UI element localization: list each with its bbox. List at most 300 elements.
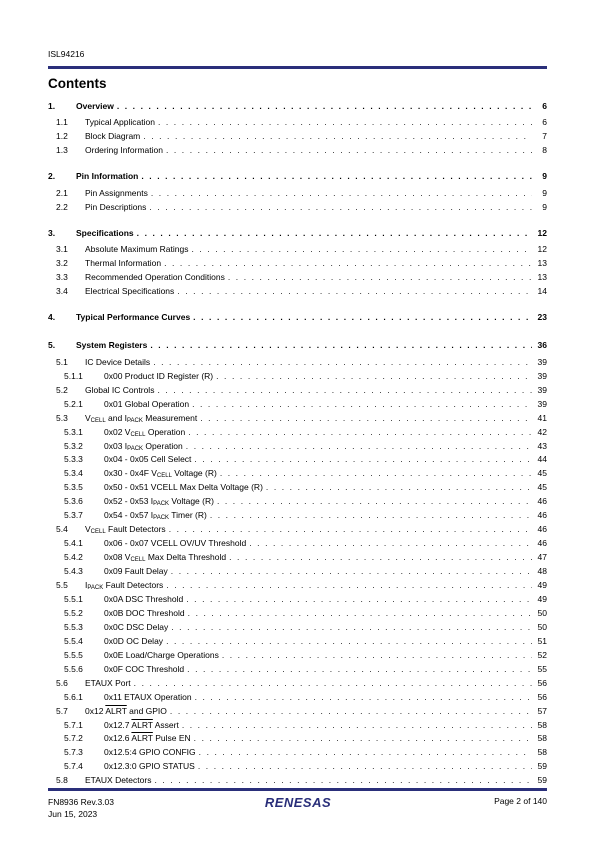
toc-entry[interactable]: [48, 677, 547, 689]
toc-entry[interactable]: [48, 339, 547, 351]
toc-entry-number: 5.3: [56, 412, 68, 423]
toc-dot-leader: [170, 705, 532, 717]
toc-entry-number: 5.3.1: [64, 426, 83, 437]
toc-entry[interactable]: [48, 537, 547, 549]
toc-title-part: Pin Descriptions: [85, 201, 147, 212]
toc-dot-leader: [198, 760, 532, 772]
toc-entry[interactable]: [48, 523, 547, 535]
toc-entry-page: 50: [537, 621, 547, 632]
toc-title-part: 0x03 I: [104, 440, 128, 451]
toc-title-part: Fault Detectors: [103, 580, 164, 590]
toc-dot-leader: [188, 607, 532, 619]
toc-entry-page: 57: [537, 705, 547, 716]
toc-title-part: 0x00 Product ID Register (R): [104, 370, 214, 381]
toc-dot-leader: [164, 257, 532, 269]
toc-entry-title: [85, 523, 166, 538]
toc-entry-title: [85, 705, 167, 717]
toc-entry-number: 1.: [48, 101, 56, 111]
toc-entry-title: [104, 370, 213, 382]
toc-dot-leader: [194, 732, 532, 744]
toc-entry[interactable]: [48, 691, 547, 703]
toc-title-part: Global IC Controls: [85, 384, 155, 395]
toc-entry-page: 44: [537, 454, 547, 465]
toc-title-part: I: [85, 580, 88, 590]
toc-entry-page: 59: [537, 761, 547, 772]
toc-entry-title: [76, 170, 138, 182]
toc-entry-title: [104, 509, 207, 524]
toc-entry-page: 46: [537, 496, 547, 507]
toc-dot-leader: [191, 243, 532, 255]
toc-entry-title: [85, 116, 155, 128]
toc-entry-number: 2.2: [56, 201, 68, 212]
toc-entry-number: 5.3.7: [64, 510, 83, 521]
toc-dot-leader: [217, 495, 532, 507]
toc-entry-title: [104, 649, 219, 661]
toc-entry-number: 5.3.4: [64, 468, 83, 479]
toc-entry-number: 5.4.2: [64, 552, 83, 563]
toc-dot-leader: [222, 649, 532, 661]
footer-left: [48, 796, 114, 820]
toc-title-part: Max Delta Threshold: [145, 552, 227, 563]
toc-dot-leader: [266, 481, 532, 493]
toc-entry-number: 4.: [48, 311, 56, 322]
toc-entry-number: 5.7.1: [64, 719, 83, 730]
toc-entry-number: 5.2.1: [64, 398, 83, 409]
toc-entry-number: 5.4.1: [64, 538, 83, 549]
toc-entry-page: 7: [542, 131, 547, 142]
toc-entry-page: 56: [537, 677, 547, 688]
toc-entry-page: 9: [542, 201, 547, 212]
toc-entry-title: [104, 537, 246, 549]
toc-title-part: 0x0B DOC Threshold: [104, 607, 185, 618]
toc-entry[interactable]: [48, 130, 547, 142]
toc-entry-title: [104, 481, 263, 493]
toc-entry-number: 5.2: [56, 384, 68, 395]
footer-date: Jun 15, 2023: [48, 809, 98, 819]
toc-entry[interactable]: [48, 370, 547, 382]
toc-dot-leader: [157, 384, 532, 396]
toc-entry-title: [104, 732, 191, 744]
toc-entry-page: 59: [537, 775, 547, 786]
toc-title-part: 0x0C DSC Delay: [104, 621, 169, 632]
toc-entry-number: 5.3.6: [64, 496, 83, 507]
toc-entry[interactable]: [48, 144, 547, 156]
toc-dot-leader: [228, 271, 532, 283]
toc-entry[interactable]: [48, 356, 547, 368]
toc-title-part: Operation: [145, 426, 186, 437]
toc-title-part: 0x0E Load/Charge Operations: [104, 649, 219, 660]
toc-entry-page: 9: [542, 187, 547, 198]
toc-dot-leader: [249, 537, 532, 549]
toc-entry-page: 36: [537, 340, 547, 351]
toc-title-part: ALRT: [131, 719, 153, 730]
toc-title-part: Pin Information: [76, 171, 139, 182]
toc-entry-title: [85, 384, 154, 396]
toc-entry[interactable]: [48, 453, 547, 465]
toc-dot-leader: [154, 774, 532, 786]
toc-entry-page: 58: [537, 719, 547, 730]
toc-entry-number: 5.7: [56, 705, 68, 716]
toc-title-part: and GPIO: [126, 705, 167, 716]
toc-entry-page: 45: [537, 482, 547, 493]
toc-title-part: Ordering Information: [85, 145, 163, 156]
toc-dot-leader: [220, 467, 532, 479]
toc-entry[interactable]: [48, 426, 547, 438]
toc-entry-number: 5.3.5: [64, 482, 83, 493]
toc-entry-title: [85, 130, 140, 142]
toc-entry[interactable]: [48, 579, 547, 591]
toc-title-part: Typical Performance Curves: [76, 311, 191, 322]
toc-dot-leader: [169, 523, 532, 535]
toc-entry-number: 5.7.2: [64, 733, 83, 744]
toc-entry-page: 43: [537, 440, 547, 451]
toc-entry[interactable]: [48, 227, 547, 239]
toc-title-part: PACK: [126, 417, 143, 424]
toc-entry[interactable]: [48, 607, 547, 619]
toc-entry-title: [76, 339, 147, 351]
toc-entry-title: [76, 311, 190, 323]
toc-dot-leader: [200, 412, 532, 424]
toc-entry-title: [85, 201, 146, 213]
toc-title-part: Typical Application: [85, 117, 155, 128]
toc-entry-page: 58: [537, 747, 547, 758]
toc-title-part: Block Diagram: [85, 131, 141, 142]
toc-title-part: PACK: [153, 515, 170, 522]
toc-entry[interactable]: [48, 311, 547, 323]
toc-dot-leader: [151, 187, 532, 199]
toc-title-part: 0x30 - 0x4F V: [104, 468, 157, 479]
toc-entry-title: [104, 593, 183, 605]
toc-entry-page: 12: [537, 244, 547, 255]
toc-title-part: 0x0F COC Threshold: [104, 663, 185, 674]
toc-dot-leader: [171, 565, 532, 577]
toc-entry-title: [85, 243, 188, 255]
toc-entry-page: 46: [537, 538, 547, 549]
toc-entry-number: 5.5.1: [64, 593, 83, 604]
toc-title-part: 0x0A DSC Threshold: [104, 593, 184, 604]
toc-entry-title: [85, 187, 148, 199]
toc-entry-title: [104, 495, 214, 510]
toc-title-part: 0x09 Fault Delay: [104, 566, 168, 577]
toc-title-part: V: [85, 412, 91, 423]
header-rule: [48, 66, 547, 69]
toc-entry-title: [85, 774, 151, 786]
toc-entry[interactable]: [48, 100, 547, 112]
toc-title-part: CELL: [156, 473, 172, 480]
toc-entry-page: 51: [537, 635, 547, 646]
toc-title-part: 0x12.7: [104, 719, 132, 730]
toc-entry-page: 45: [537, 468, 547, 479]
toc-title-part: Pin Assignments: [85, 187, 148, 198]
toc-dot-leader: [186, 440, 532, 452]
toc-title-part: Overview: [76, 101, 114, 111]
toc-entry[interactable]: [48, 719, 547, 731]
toc-entry[interactable]: [48, 481, 547, 493]
toc-entry[interactable]: [48, 285, 547, 297]
toc-title-part: ALRT: [131, 733, 153, 744]
toc-entry-number: 5.1: [56, 356, 68, 367]
toc-title-part: ETAUX Port: [85, 677, 131, 688]
toc-entry[interactable]: [48, 509, 547, 521]
toc-entry-page: 50: [537, 607, 547, 618]
toc-entry[interactable]: [48, 257, 547, 269]
toc-title-part: 0x06 - 0x07 VCELL OV/UV Threshold: [104, 538, 247, 549]
toc-entry[interactable]: [48, 732, 547, 744]
toc-entry[interactable]: [48, 705, 547, 717]
toc-title-part: Timer (R): [169, 510, 207, 521]
toc-entry-page: 12: [537, 227, 547, 238]
toc-entry-page: 55: [537, 663, 547, 674]
toc-entry[interactable]: [48, 551, 547, 563]
toc-title-part: CELL: [130, 557, 146, 564]
toc-entry-page: 52: [537, 649, 547, 660]
toc-entry-page: 48: [537, 566, 547, 577]
toc-title-part: 0x08 V: [104, 552, 131, 563]
toc-entry-number: 5.3.3: [64, 454, 83, 465]
toc-dot-leader: [194, 453, 532, 465]
toc-entry-title: [85, 144, 163, 156]
toc-dot-leader: [177, 285, 532, 297]
toc-entry-page: 9: [542, 171, 547, 182]
toc-entry-title: [85, 579, 163, 594]
toc-entry[interactable]: [48, 440, 547, 452]
toc-entry-number: 5.7.3: [64, 747, 83, 758]
toc-entry-title: [104, 635, 163, 647]
toc-entry[interactable]: [48, 384, 547, 396]
toc-entry-title: [104, 760, 195, 772]
toc-entry-page: 56: [537, 691, 547, 702]
toc-title-part: Fault Detectors: [105, 524, 166, 535]
toc-title-part: PACK: [153, 501, 170, 508]
toc-entry-page: 13: [537, 258, 547, 269]
toc-entry-number: 1.1: [56, 117, 68, 128]
toc-dot-leader: [182, 719, 532, 731]
toc-entry-page: 13: [537, 272, 547, 282]
toc-title-part: and I: [105, 412, 127, 423]
toc-title-part: 0x0D OC Delay: [104, 635, 164, 646]
toc-entry-number: 5.5.2: [64, 607, 83, 618]
toc-entry[interactable]: [48, 271, 547, 283]
toc-title-part: Thermal Information: [85, 258, 162, 269]
toc-dot-leader: [166, 144, 532, 156]
footer-rule: [48, 788, 547, 791]
toc-title-part: 0x12.5:4 GPIO CONFIG: [104, 747, 196, 758]
toc-title-part: 0x54 - 0x57 I: [104, 510, 154, 521]
toc-entry[interactable]: [48, 170, 547, 182]
toc-entry-title: [104, 551, 226, 566]
page-title: Contents: [48, 76, 107, 91]
toc-title-part: 0x01 Global Operation: [104, 398, 190, 409]
toc-entry[interactable]: [48, 663, 547, 675]
toc-entry[interactable]: [48, 565, 547, 577]
toc-entry-number: 5.5.6: [64, 663, 83, 674]
toc-title-part: Assert: [152, 719, 179, 730]
header-doc-id: ISL94216: [48, 49, 85, 59]
toc-entry-page: 6: [542, 101, 547, 111]
toc-entry-title: [104, 426, 185, 441]
toc-dot-leader: [199, 746, 532, 758]
toc-entry-number: 5.4: [56, 524, 68, 535]
toc-entry-number: 5.5.3: [64, 621, 83, 632]
toc-entry-number: 3.4: [56, 285, 68, 296]
toc-entry-number: 5.: [48, 340, 56, 351]
toc-entry-title: [85, 356, 150, 368]
toc-dot-leader: [186, 593, 532, 605]
toc-dot-leader: [193, 311, 532, 323]
toc-entry-title: [76, 227, 134, 239]
toc-entry-number: 5.3.2: [64, 440, 83, 451]
toc-title-part: 0x12: [85, 705, 106, 716]
toc-entry[interactable]: [48, 593, 547, 605]
toc-title-part: 0x11 ETAUX Operation: [104, 691, 192, 702]
toc-title-part: Specifications: [76, 227, 134, 238]
toc-entry-page: 39: [537, 356, 547, 367]
toc-entry-page: 46: [537, 510, 547, 521]
toc-dot-leader: [210, 509, 532, 521]
toc-title-part: V: [85, 524, 91, 535]
toc-entry-number: 3.: [48, 227, 56, 238]
toc-title-part: 0x04 - 0x05 Cell Select: [104, 454, 192, 465]
footer-page-number: Page 2 of 140: [494, 796, 547, 806]
toc-entry-number: 3.3: [56, 272, 68, 282]
toc-title-part: CELL: [90, 529, 106, 536]
toc-title-part: ETAUX Detectors: [85, 775, 152, 786]
toc-title-part: CELL: [90, 417, 106, 424]
toc-entry-page: 39: [537, 384, 547, 395]
toc-entry-number: 2.1: [56, 187, 68, 198]
toc-entry-title: [104, 467, 217, 482]
toc-dot-leader: [137, 227, 532, 239]
toc-dot-leader: [153, 356, 532, 368]
toc-title-part: 0x12.3:0 GPIO STATUS: [104, 761, 195, 772]
toc-entry-number: 5.5: [56, 580, 68, 590]
toc-title-part: Recommended Operation Conditions: [85, 272, 225, 282]
toc-entry-title: [104, 607, 185, 619]
toc-entry[interactable]: [48, 760, 547, 772]
toc-title-part: Voltage (R): [171, 468, 217, 479]
toc-title-part: System Registers: [76, 340, 148, 351]
toc-entry-page: 14: [537, 285, 547, 296]
toc-dot-leader: [187, 663, 532, 675]
toc-title-part: 0x12.6: [104, 733, 132, 744]
toc-entry-page: 46: [537, 524, 547, 535]
toc-dot-leader: [188, 426, 532, 438]
toc-title-part: 0x50 - 0x51 VCELL Max Delta Voltage (R): [104, 482, 263, 493]
toc-entry-number: 2.: [48, 171, 56, 182]
toc-entry[interactable]: [48, 635, 547, 647]
toc-dot-leader: [195, 691, 532, 703]
toc-entry-number: 3.2: [56, 258, 68, 269]
toc-title-part: Electrical Specifications: [85, 285, 175, 296]
toc-dot-leader: [149, 201, 532, 213]
toc-title-part: Measurement: [142, 412, 198, 423]
toc-entry-page: 6: [542, 117, 547, 128]
toc-entry-title: [104, 453, 191, 465]
toc-entry-number: 5.5.4: [64, 635, 83, 646]
footer-doc-number: FN8936 Rev.3.03: [48, 797, 114, 807]
toc-entry[interactable]: [48, 746, 547, 758]
toc-dot-leader: [229, 551, 532, 563]
toc-entry-title: [104, 746, 196, 758]
toc-entry-page: 42: [537, 426, 547, 437]
toc-entry-page: 39: [537, 398, 547, 409]
toc-entry-number: 1.2: [56, 131, 68, 142]
toc-entry[interactable]: [48, 187, 547, 199]
toc-entry-title: [104, 691, 192, 703]
toc-entry-page: 58: [537, 733, 547, 744]
renesas-logo-text: RENESAS: [264, 795, 332, 809]
toc-title-part: Voltage (R): [169, 496, 214, 507]
toc-title-part: CELL: [130, 431, 146, 438]
toc-entry[interactable]: [48, 412, 547, 424]
toc-entry-title: [104, 663, 184, 675]
toc-entry[interactable]: [48, 243, 547, 255]
toc-entry-title: [76, 100, 114, 112]
toc-dot-leader: [143, 130, 532, 142]
toc-entry[interactable]: [48, 116, 547, 128]
toc-dot-leader: [166, 579, 532, 591]
toc-entry-page: 41: [537, 412, 547, 423]
toc-entry-title: [85, 285, 174, 297]
toc-entry-page: 49: [537, 580, 547, 590]
toc-entry[interactable]: [48, 621, 547, 633]
toc-entry-page: 8: [542, 145, 547, 156]
toc-entry-title: [104, 621, 168, 633]
renesas-logo: [255, 795, 341, 809]
toc-entry-page: 23: [537, 311, 547, 322]
toc-entry-title: [104, 719, 179, 731]
toc-dot-leader: [117, 100, 532, 112]
toc-entry-page: 39: [537, 370, 547, 381]
toc-dot-leader: [158, 116, 532, 128]
toc-entry-number: 5.5.5: [64, 649, 83, 660]
toc-entry-page: 49: [537, 593, 547, 604]
toc-title-part: ALRT: [105, 705, 127, 716]
toc-entry[interactable]: [48, 398, 547, 410]
toc-entry[interactable]: [48, 467, 547, 479]
toc-title-part: IC Device Details: [85, 356, 151, 367]
toc-entry-number: 5.6: [56, 677, 68, 688]
toc-title-part: Pulse EN: [152, 733, 191, 744]
toc-entry-number: 5.6.1: [64, 691, 83, 702]
toc-entry-title: [104, 398, 189, 410]
toc-entry[interactable]: [48, 495, 547, 507]
toc-entry-number: 5.8: [56, 775, 68, 786]
toc-title-part: Absolute Maximum Ratings: [85, 244, 189, 255]
toc-entry[interactable]: [48, 774, 547, 786]
toc-entry-number: 5.7.4: [64, 761, 83, 772]
toc-entry-title: [85, 257, 161, 269]
toc-entry-number: 5.4.3: [64, 566, 83, 577]
toc-title-part: PACK: [127, 445, 144, 452]
toc-entry-page: 47: [537, 552, 547, 563]
toc-entry-title: [104, 440, 183, 455]
toc-dot-leader: [166, 635, 532, 647]
toc-dot-leader: [141, 170, 532, 182]
toc-dot-leader: [150, 339, 532, 351]
toc-entry-title: [104, 565, 168, 577]
toc-title-part: PACK: [87, 585, 104, 591]
toc-entry-title: [85, 271, 225, 283]
toc-entry[interactable]: [48, 201, 547, 213]
toc-entry-number: 1.3: [56, 145, 68, 156]
toc-entry[interactable]: [48, 649, 547, 661]
toc-entry-number: 5.1.1: [64, 370, 83, 381]
toc-entry-number: 3.1: [56, 244, 68, 255]
toc-title-part: 0x52 - 0x53 I: [104, 496, 154, 507]
toc-dot-leader: [192, 398, 532, 410]
toc-dot-leader: [216, 370, 532, 382]
